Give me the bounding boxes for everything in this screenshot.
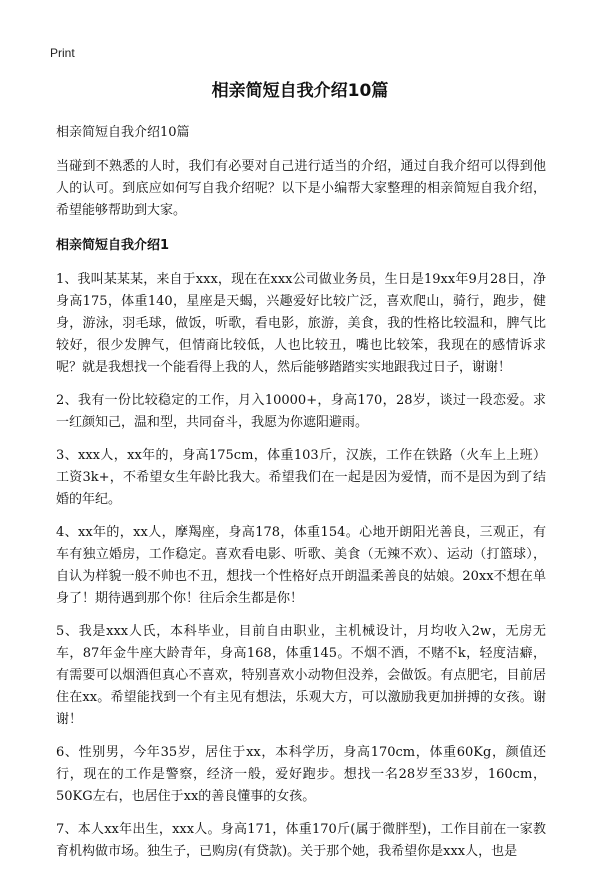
list-item: 6、性别男，今年35岁，居住于xx，本科学历，身高170cm，体重60Kg，颜值还行，现在的工作是警察，经济一般，爱好跑步。想找一名28岁至33岁，160cm，50KG左右，也居住于xx的善良懂事的女孩。: [56, 745, 546, 804]
section-heading: 相亲简短自我介绍1: [56, 238, 170, 253]
list-item: 4、xx年的，xx人，摩羯座，身高178，体重154。心地开朗阳光善良，三观正，有车有独立婚房，工作稳定。喜欢看电影、听歌、美食（无辣不欢）、运动（打篮球），自认为样貌一般不帅也不丑，想找一个性格好点开朗温柔善良的姑娘。20xx不想在单身了！期待遇到那个你！往后余生都是你！: [56, 525, 546, 606]
intro-paragraph: 当碰到不熟悉的人时，我们有必要对自己进行适当的介绍，通过自我介绍可以得到他人的认可。到底应如何写自我介绍呢？以下是小编帮大家整理的相亲简短自我介绍，希望能够帮助到大家。: [56, 159, 546, 218]
article-body: [56, 122, 546, 874]
list-item: 2、我有一份比较稳定的工作，月入10000+，身高170，28岁，谈过一段恋爱。求一红颜知己，温和型，共同奋斗，我愿为你遮阳避雨。: [56, 393, 546, 430]
page-title: 相亲简短自我介绍10篇: [211, 81, 389, 101]
list-item: 3、xxx人，xx年的，身高175cm，体重103斤，汉族，工作在铁路（火车上上班）工资3k+，不希望女生年龄比我大。希望我们在一起是因为爱情，而不是因为到了结婚的年纪。: [56, 448, 546, 507]
article-subtitle: 相亲简短自我介绍10篇: [56, 125, 190, 140]
list-item: 5、我是xxx人氏，本科毕业，目前自由职业，主机械设计，月均收入2w，无房无车，87年金牛座大龄青年，身高168，体重145。不烟不酒，不赌不k，轻度洁癖，有需要可以烟酒但真心不喜欢，特别喜欢小动物但没养，会做饭。有点肥宅，目前居住在xx。希望能找到一个有主见有想法，乐观大方，可以激励我更加拼搏的女孩。谢谢！: [56, 624, 546, 727]
list-item: 1、我叫某某某，来自于xxx，现在在xxx公司做业务员，生日是19xx年9月28日，净身高175，体重140，星座是天蝎，兴趣爱好比较广泛，喜欢爬山，骑行，跑步，健身，游泳，羽毛球，做饭，听歌，看电影，旅游，美食，我的性格比较温和，脾气比较好，很少发脾气，但情商比较低，人也比较丑，嘴也比较笨，我现在的感情诉求呢？就是我想找一个能看得上我的人，然后能够踏踏实实地跟我过日子，谢谢！: [56, 272, 546, 375]
list-item: 7、本人xx年出生，xxx人。身高171，体重170斤(属于微胖型)，工作目前在一家教育机构做市场。独生子，已购房(有贷款)。关于那个她，我希望你是xxx人，也是: [56, 822, 546, 859]
print-link[interactable]: Print: [50, 46, 75, 60]
